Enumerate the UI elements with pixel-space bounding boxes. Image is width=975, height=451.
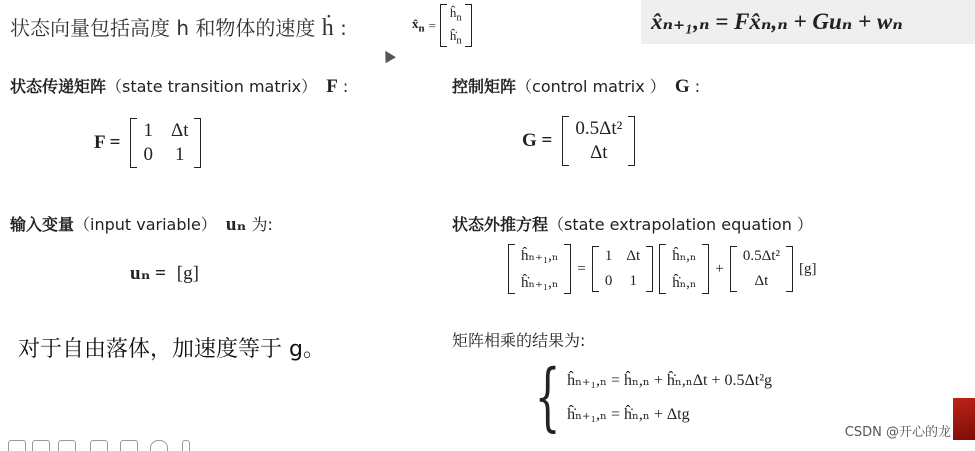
- extrapolation-heading-en: （state extrapolation equation ）: [548, 215, 813, 234]
- ef-cell-22: 1: [629, 273, 638, 289]
- u-symbol: uₙ: [225, 214, 247, 235]
- result-line-2: ĥ̇ₙ₊₁,ₙ = ĥ̇ₙ,ₙ + Δtg: [567, 406, 690, 423]
- input-variable-equation: [130, 262, 199, 285]
- state-transition-heading: [10, 74, 348, 98]
- hdot-symbol: ḣ: [321, 15, 334, 41]
- state-transition-colon: :: [342, 77, 349, 96]
- lhs-vector: [508, 244, 571, 294]
- toolbar-back-icon[interactable]: [8, 440, 26, 451]
- extrapolation-matrix-equation: [508, 244, 816, 294]
- xvec-matrix: [440, 4, 472, 47]
- f-matrix: [130, 118, 201, 168]
- f-matrix-equation: [94, 118, 201, 168]
- g-cell-1: 0.5Δt²: [575, 118, 623, 139]
- result-line-1: ĥₙ₊₁,ₙ = ĥₙ,ₙ + ĥ̇ₙ,ₙΔt + 0.5Δt²g: [567, 372, 772, 389]
- f-cell-12: Δt: [170, 120, 189, 141]
- f-cell-11: 1: [143, 120, 153, 141]
- extrapolation-f-matrix: [592, 246, 653, 292]
- input-variable-heading-cn: 输入变量: [10, 215, 75, 234]
- f-symbol: F: [326, 76, 338, 97]
- g-matrix-lhs: G =: [522, 130, 553, 151]
- eg-row-1: 0.5Δt²: [742, 248, 780, 264]
- ex-row-2: ĥ̇ₙ,ₙ: [672, 275, 697, 291]
- state-transition-heading-en: （state transition matrix）: [106, 77, 318, 96]
- state-transition-heading-cn: 状态传递矩阵: [10, 77, 107, 96]
- ef-cell-21: 0: [604, 273, 613, 289]
- result-label: 矩阵相乘的结果为:: [452, 331, 586, 350]
- state-extrapolation-general-equation: x̂ₙ₊₁,ₙ = Fx̂ₙ,ₙ + Guₙ + wₙ: [641, 0, 975, 44]
- lhs-row-1: ĥₙ₊₁,ₙ: [521, 248, 559, 264]
- lhs-row-2: ĥ̇ₙ₊₁,ₙ: [521, 275, 559, 291]
- csdn-watermark: CSDN @开心的龙: [844, 425, 951, 440]
- u-value: [g]: [176, 263, 199, 284]
- control-matrix-heading-en: （control matrix ）: [516, 77, 666, 96]
- left-brace: {: [534, 354, 561, 440]
- f-matrix-lhs: F =: [94, 132, 121, 153]
- toolbar-forward-icon[interactable]: [32, 440, 50, 451]
- xvec-row-h: $ĥ_n$: [449, 5, 462, 24]
- toolbar-frame-icon[interactable]: [58, 440, 76, 451]
- f-cell-22: 1: [174, 144, 185, 165]
- control-matrix-colon: :: [694, 77, 701, 96]
- result-equations: [524, 354, 772, 440]
- g-matrix-equation: [522, 116, 635, 166]
- toolbar-more-icon[interactable]: [182, 440, 190, 451]
- extrapolation-heading-cn: 状态外推方程: [452, 215, 549, 234]
- xvec-row-hdot: $ĥ̇_n$: [449, 27, 462, 47]
- extrapolation-x-vector: [659, 244, 709, 294]
- ef-cell-12: Δt: [626, 248, 641, 264]
- input-variable-suffix: 为:: [251, 215, 273, 234]
- ef-cell-11: 1: [604, 248, 613, 264]
- intro-sentence: 状态向量包括高度 h 和物体的速度: [10, 16, 316, 40]
- extrapolation-heading: [452, 212, 813, 235]
- eg-row-2: Δt: [754, 273, 769, 289]
- intro-text: [10, 12, 347, 42]
- corner-decoration: [953, 398, 975, 440]
- extrapolation-g-matrix: [730, 246, 793, 292]
- u-lhs: uₙ =: [130, 263, 167, 284]
- toolbar-circle-icon[interactable]: [150, 440, 168, 451]
- mouse-cursor-icon: [380, 48, 396, 64]
- control-matrix-heading: [452, 74, 700, 98]
- extrapolation-u: [g]: [798, 260, 817, 277]
- g-matrix: [562, 116, 635, 166]
- ex-row-1: ĥₙ,ₙ: [672, 248, 697, 264]
- free-fall-statement: 对于自由落体，加速度等于 g。: [18, 337, 325, 362]
- input-variable-heading: [10, 212, 273, 236]
- extrapolation-equals: =: [577, 260, 586, 277]
- toolbar-screen-icon[interactable]: [90, 440, 108, 451]
- extrapolation-plus: +: [715, 260, 724, 277]
- g-cell-2: Δt: [590, 142, 608, 163]
- g-symbol: G: [674, 76, 690, 97]
- input-variable-heading-en: （input variable）: [74, 215, 217, 234]
- f-cell-21: 0: [143, 144, 153, 165]
- state-vector-definition: $x̂_n$ = $ĥ_n$ $ĥ̇_n$: [412, 4, 472, 47]
- intro-colon: :: [340, 16, 347, 40]
- toolbar-copy-icon[interactable]: [120, 440, 138, 451]
- control-matrix-heading-cn: 控制矩阵: [452, 77, 517, 96]
- xvec-label: $x̂_n$: [412, 16, 425, 35]
